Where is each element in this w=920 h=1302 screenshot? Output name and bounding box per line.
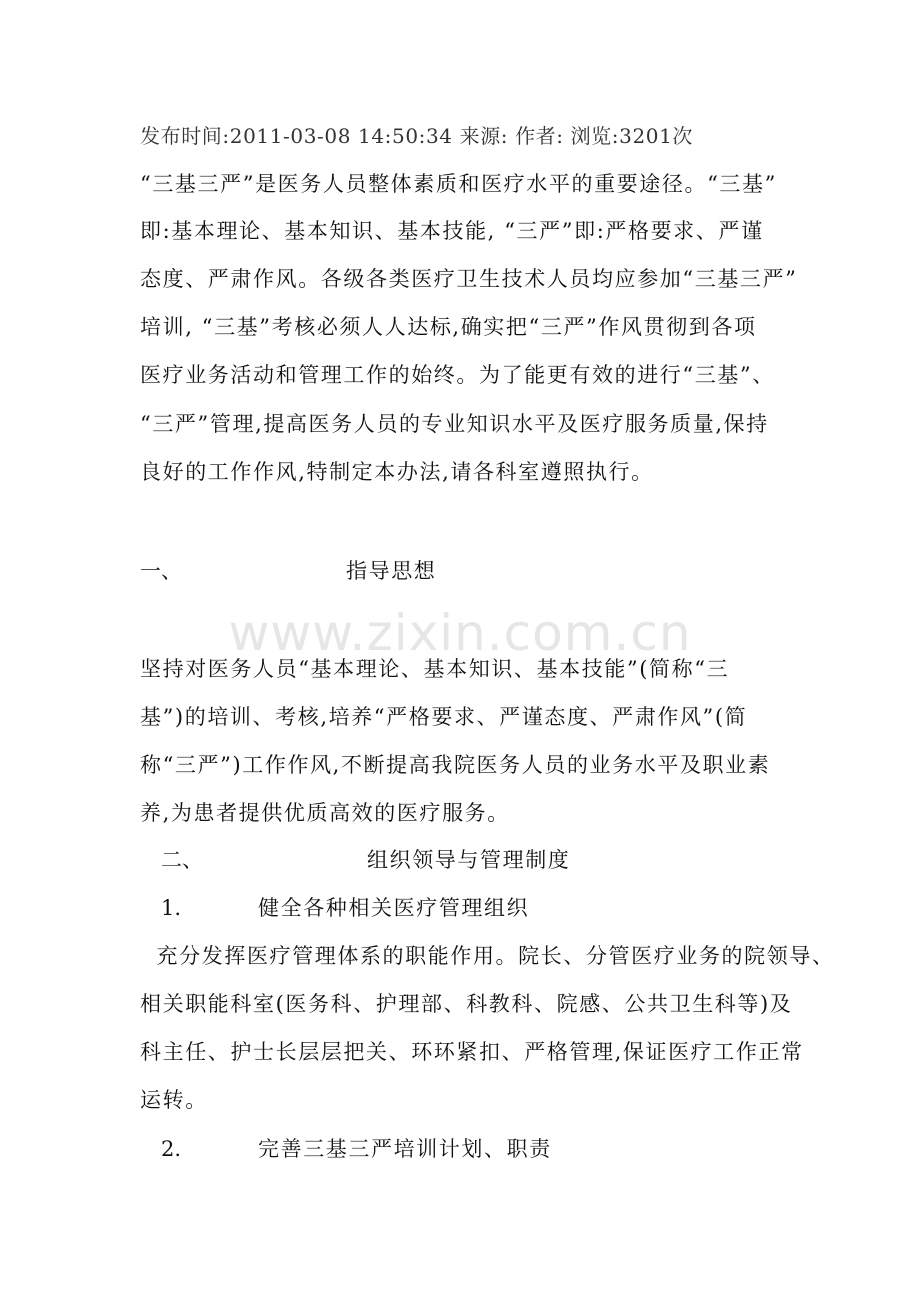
item-1-number: 1. [161, 896, 182, 920]
section-1-line-3: 称“三严”)工作作风,不断提高我院医务人员的业务水平及职业素 [140, 753, 771, 777]
publish-info: 发布时间:2011-03-08 14:50:34 来源: 作者: 浏览:3201次 [140, 124, 694, 148]
intro-line-2: 即:基本理论、基本知识、基本技能, “三严”即:严格要求、严谨 [140, 219, 764, 243]
intro-line-3: 态度、严肃作风。各级各类医疗卫生技术人员均应参加“三基三严” [140, 267, 798, 291]
item-1-line-2: 相关职能科室(医务科、护理部、科教科、院感、公共卫生科等)及 [140, 992, 793, 1016]
intro-line-5: 医疗业务活动和管理工作的始终。为了能更有效的进行“三基”、 [140, 363, 775, 387]
watermark: www.zixin.com.cn [228, 604, 692, 662]
intro-line-4: 培训, “三基”考核必须人人达标,确实把“三严”作风贯彻到各项 [140, 315, 757, 339]
item-1-title: 健全各种相关医疗管理组织 [258, 896, 530, 920]
section-2-title: 组织领导与管理制度 [367, 848, 571, 872]
intro-line-1: “三基三严”是医务人员整体素质和医疗水平的重要途径。“三基” [140, 172, 777, 196]
section-1-line-1: 坚持对医务人员“基本理论、基本知识、基本技能”(简称“三 [140, 657, 730, 681]
intro-line-7: 良好的工作作风,特制定本办法,请各科室遵照执行。 [140, 460, 654, 484]
item-1-line-3: 科主任、护士长层层把关、环环紧扣、严格管理,保证医疗工作正常 [140, 1040, 804, 1064]
item-1-line-4: 运转。 [140, 1088, 208, 1112]
item-2-title: 完善三基三严培训计划、职责 [258, 1137, 552, 1161]
section-1-line-2: 基”)的培训、考核,培养“严格要求、严谨态度、严肃作风”(简 [140, 705, 748, 729]
item-2-number: 2. [161, 1137, 182, 1161]
intro-line-6: “三严”管理,提高医务人员的专业知识水平及医疗服务质量,保持 [140, 412, 769, 436]
section-1-number: 一、 [140, 559, 182, 583]
section-1-line-4: 养,为患者提供优质高效的医疗服务。 [140, 801, 510, 825]
item-1-line-1: 充分发挥医疗管理体系的职能作用。院长、分管医疗业务的院领导、 [140, 944, 835, 968]
section-2-number: 二、 [161, 848, 203, 872]
section-1-title: 指导思想 [346, 559, 437, 583]
